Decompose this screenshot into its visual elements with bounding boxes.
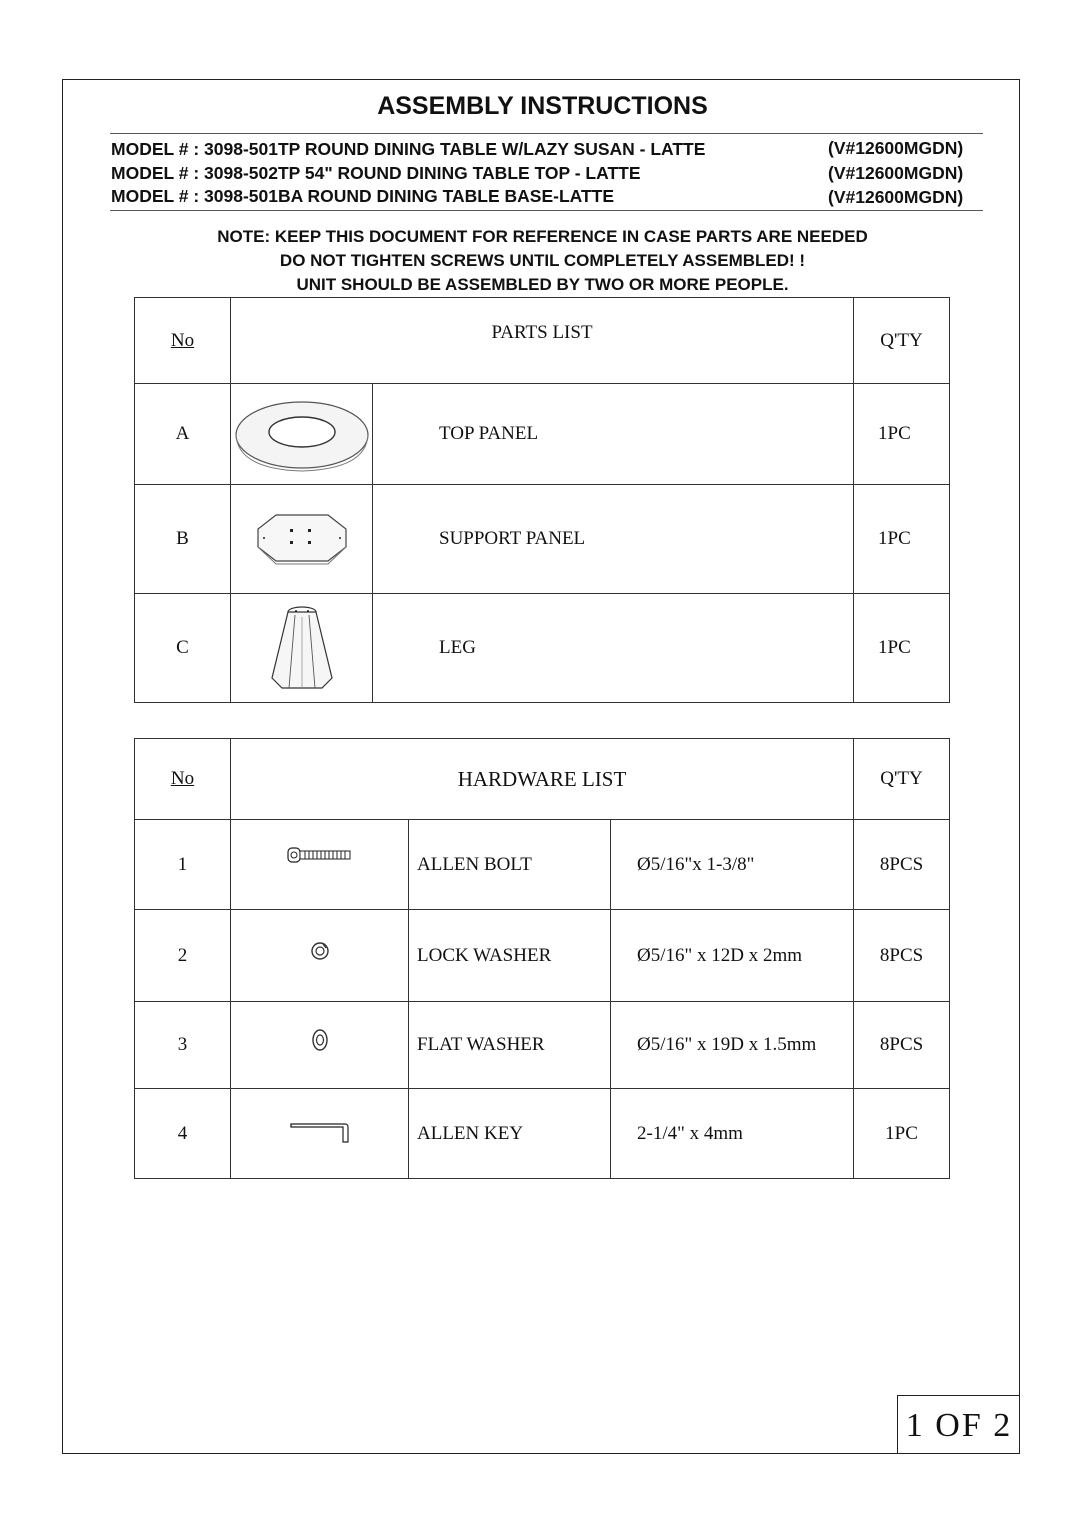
hardware-qty: 8PCS <box>854 910 950 1002</box>
hardware-col-qty: Q'TY <box>854 739 950 820</box>
hardware-row <box>135 820 950 910</box>
parts-col-title: PARTS LIST <box>231 298 854 384</box>
parts-header-row <box>135 298 950 384</box>
hardware-spec: 2-1/4" x 4mm <box>611 1089 854 1179</box>
hardware-no: 4 <box>135 1089 231 1179</box>
hardware-no: 3 <box>135 1002 231 1089</box>
hardware-row <box>135 1089 950 1179</box>
table-top-icon <box>231 384 373 485</box>
title-divider <box>110 133 983 134</box>
part-name: LEG <box>373 594 854 703</box>
lock-washer-icon <box>231 910 409 1002</box>
hardware-no: 1 <box>135 820 231 910</box>
part-no: A <box>135 384 231 485</box>
flat-washer-icon <box>231 1002 409 1089</box>
part-name: SUPPORT PANEL <box>373 485 854 594</box>
hardware-qty: 8PCS <box>854 1002 950 1089</box>
parts-row <box>135 594 950 703</box>
hardware-spec: Ø5/16"x 1-3/8" <box>611 820 854 910</box>
hardware-spec: Ø5/16" x 19D x 1.5mm <box>611 1002 854 1089</box>
hardware-header-row <box>135 739 950 820</box>
vendor-code-1: (V#12600MGDN) <box>828 138 964 158</box>
allen-bolt-icon <box>231 820 409 910</box>
parts-row <box>135 485 950 594</box>
hardware-no: 2 <box>135 910 231 1002</box>
part-qty: 1PC <box>854 485 950 594</box>
part-qty: 1PC <box>854 594 950 703</box>
model-line-2: MODEL # : 3098-502TP 54" ROUND DINING TABLE TOP - LATTE <box>111 163 641 183</box>
part-name: TOP PANEL <box>373 384 854 485</box>
hardware-row <box>135 1002 950 1089</box>
support-panel-icon <box>231 485 373 594</box>
note-two-people: UNIT SHOULD BE ASSEMBLED BY TWO OR MORE PEOPLE. <box>296 275 789 294</box>
document-title: ASSEMBLY INSTRUCTIONS <box>377 92 708 120</box>
hardware-qty: 1PC <box>854 1089 950 1179</box>
hardware-col-title: HARDWARE LIST <box>231 739 854 820</box>
parts-row <box>135 384 950 485</box>
model-line-3: MODEL # : 3098-501BA ROUND DINING TABLE BASE-LATTE <box>111 186 615 206</box>
parts-col-qty: Q'TY <box>854 298 950 384</box>
hardware-table <box>134 738 950 1179</box>
part-qty: 1PC <box>854 384 950 485</box>
hardware-col-no: No <box>135 739 231 820</box>
hardware-name: FLAT WASHER <box>409 1002 611 1089</box>
note-keep-document: NOTE: KEEP THIS DOCUMENT FOR REFERENCE IN CASE PARTS ARE NEEDED <box>217 227 868 246</box>
leg-icon <box>231 594 373 703</box>
model-line-1: MODEL # : 3098-501TP ROUND DINING TABLE W/LAZY SUSAN - LATTE <box>111 139 706 159</box>
page-number: 1 OF 2 <box>897 1395 1020 1454</box>
part-no: B <box>135 485 231 594</box>
part-no: C <box>135 594 231 703</box>
hardware-name: LOCK WASHER <box>409 910 611 1002</box>
parts-table <box>134 297 950 703</box>
hardware-name: ALLEN BOLT <box>409 820 611 910</box>
model-divider <box>110 210 983 211</box>
hardware-qty: 8PCS <box>854 820 950 910</box>
parts-col-no: No <box>135 298 231 384</box>
note-do-not-tighten: DO NOT TIGHTEN SCREWS UNTIL COMPLETELY ASSEMBLED! ! <box>279 251 806 270</box>
vendor-code-2: (V#12600MGDN) <box>828 163 964 183</box>
hardware-name: ALLEN KEY <box>409 1089 611 1179</box>
allen-key-icon <box>231 1089 409 1179</box>
hardware-spec: Ø5/16" x 12D x 2mm <box>611 910 854 1002</box>
hardware-row <box>135 910 950 1002</box>
vendor-code-3: (V#12600MGDN) <box>828 187 964 207</box>
